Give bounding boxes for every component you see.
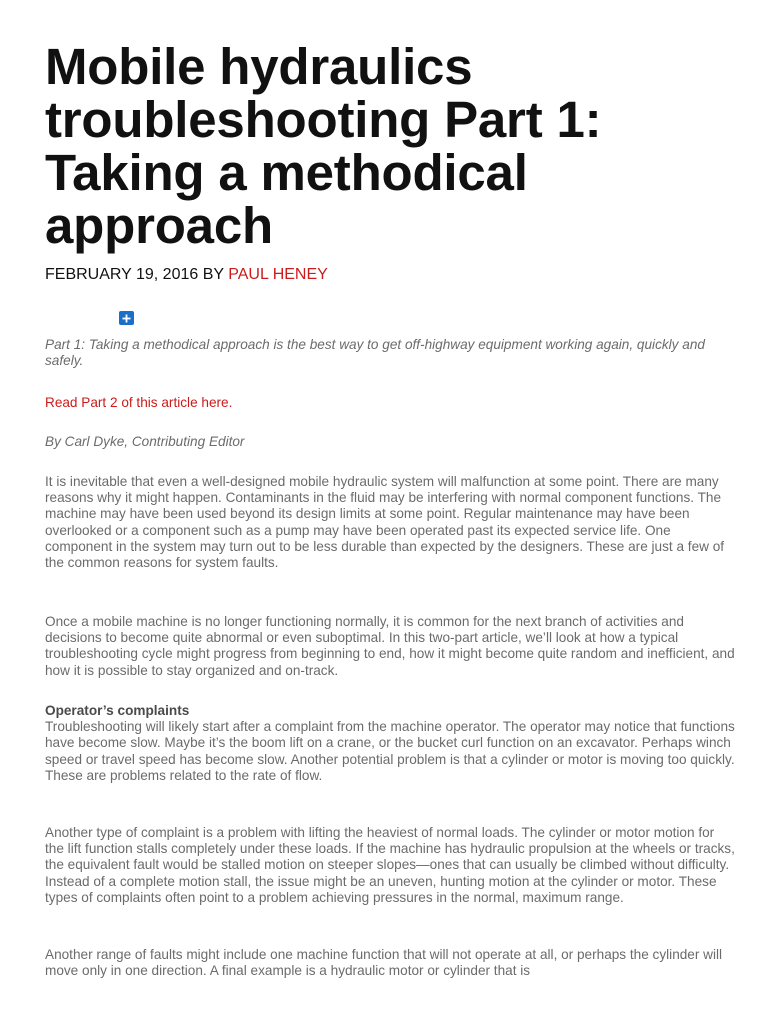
part2-link-paragraph <box>45 395 735 411</box>
author-link[interactable]: PAUL HENEY <box>228 266 328 283</box>
add-share-icon <box>122 314 131 323</box>
add-share-button[interactable] <box>119 311 134 325</box>
author-credit: By Carl Dyke, Contributing Editor <box>45 434 245 449</box>
part2-link[interactable]: Read Part 2 of this article here. <box>45 395 233 410</box>
byline-date: FEBRUARY 19, 2016 BY <box>45 266 224 283</box>
paragraph-1: It is inevitable that even a well-designed mobile hydraulic system will malfunction at some point. There are many reasons why it might happen. Contaminants in the fluid may be interfering with normal component functions. The machine may have been used beyond its design limits at some point. Regular maintenance may have been overlooked or a component such as a pump may have been operated past its expected service life. One component in the system may turn out to be less durable than expected by the designers. These are just a few of the common reasons for system faults. <box>45 474 725 571</box>
byline <box>45 265 328 285</box>
section-paragraph-1: Troubleshooting will likely start after a complaint from the machine operator. The operator may notice that functions have become slow. Maybe it’s the boom lift on a crane, or the bucket curl function on an excavator. Perhaps winch speed or travel speed has become slow. Another potential problem is that a cylinder or motor is moving too quickly. These are problems related to the rate of flow. <box>45 719 735 783</box>
paragraph-2: Once a mobile machine is no longer functioning normally, it is common for the next branch of activities and decisions to become quite abnormal or even suboptimal. In this two-part article, we’ll look at how a typical troubleshooting cycle might progress from beginning to end, how it might become quite random and inefficient, and how it is possible to stay organized and on-track. <box>45 614 735 678</box>
section-paragraph-2: Another type of complaint is a problem with lifting the heaviest of normal loads. The cylinder or motor motion for the lift function stalls completely under these loads. If the machine has hydraulic propulsion at the wheels or tracks, the equivalent fault would be stalled motion on steeper slopes—ones that can usually be climbed without difficulty. Instead of a complete motion stall, the issue might be an uneven, hunting motion at the cylinder or motor. These types of complaints often point to a problem achieving pressures in the normal, maximum range. <box>45 825 735 905</box>
section-paragraph-3: Another range of faults might include one machine function that will not operate at all, or perhaps the cylinder will move only in one direction. A final example is a hydraulic motor or cylinder that is <box>45 947 723 979</box>
operator-complaints-section <box>45 703 735 784</box>
article-summary: Part 1: Taking a methodical approach is the best way to get off-highway equipment working again, quickly and safely. <box>45 337 705 369</box>
section-heading: Operator’s complaints <box>45 703 190 718</box>
article-title: Mobile hydraulics troubleshooting Part 1: Taking a methodical approach <box>45 38 602 254</box>
